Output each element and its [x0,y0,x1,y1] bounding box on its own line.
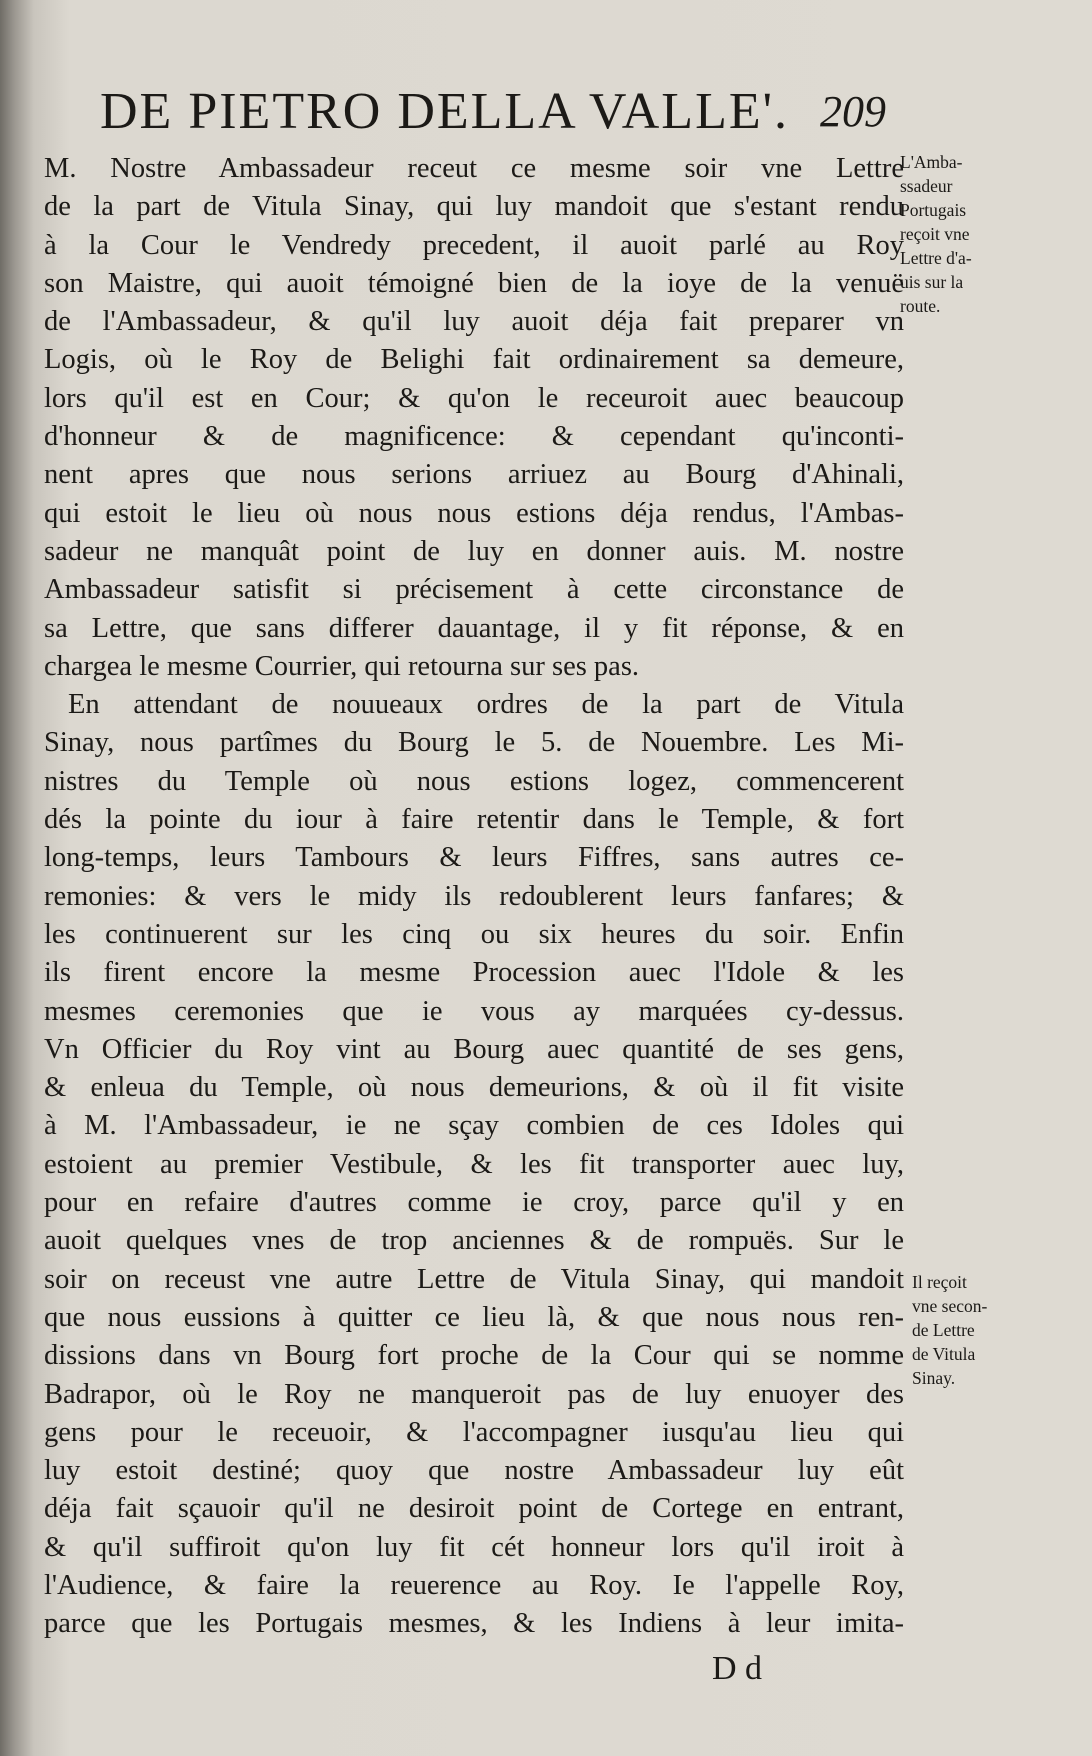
margin-note-line: Il reçoit [912,1272,967,1292]
text-line: parce que les Portugais mesmes, & les Indiens à leur imita- [44,1608,904,1640]
text-line: remonies: & vers le midy ils redoublerent leurs fanfares; & [44,880,904,912]
margin-note-line: vne secon- [912,1296,988,1316]
margin-note-line: de Lettre [912,1320,975,1340]
text-line: Badrapor, où le Roy ne manqueroit pas de luy enuoyer des [44,1378,904,1410]
text-line: nistres du Temple où nous estions logez, commencerent [44,765,904,797]
text-line: long-temps, leurs Tambours & leurs Fiffres, sans autres ce- [44,842,904,874]
text-line: l'Audience, & faire la reuerence au Roy. Ie l'appelle Roy, [44,1569,904,1601]
running-head [100,82,900,152]
page-number: 209 [820,87,886,136]
text-line: auoit quelques vnes de trop anciennes & de rompuës. Sur le [44,1225,904,1257]
margin-note-line: ssadeur [900,176,953,196]
text-line: son Maistre, qui auoit témoigné bien de la ioye de la venuë [44,267,904,299]
text-line: de la part de Vitula Sinay, qui luy mandoit que s'estant rendu [44,191,904,223]
paragraph [44,150,904,686]
text-line: les continuerent sur les cinq ou six heures du soir. Enfin [44,918,904,950]
text-line: dés la pointe du iour à faire retentir dans le Temple, & fort [44,804,904,836]
body-text [44,150,904,1644]
text-line: à la Cour le Vendredy precedent, il auoit parlé au Roy [44,229,904,261]
margin-note-line: uis sur la [900,272,964,292]
text-line: & enleua du Temple, où nous demeurions, & où il fit visite [44,1072,904,1104]
text-line: soir on receust vne autre Lettre de Vitula Sinay, qui mandoit [44,1263,904,1295]
text-line: sadeur ne manquât point de luy en donner auis. M. nostre [44,535,904,567]
margin-note [900,150,1030,318]
margin-note [912,1270,1042,1390]
text-line: pour en refaire d'autres comme ie croy, parce qu'il y en [44,1187,904,1219]
margin-note-line: Portugais [900,200,967,220]
paragraph [44,686,904,1643]
text-line: & qu'il suffiroit qu'on luy fit cét honneur lors qu'il iroit à [44,1531,904,1563]
running-head-title: DE PIETRO DELLA VALLE'. [100,83,789,140]
margin-note-line: L'Amba- [900,152,963,172]
text-line: chargea le mesme Courrier, qui retourna sur ses pas. [44,650,640,682]
text-line: déja fait sçauoir qu'il ne desiroit point de Cortege en entrant, [44,1493,904,1525]
text-line: dissions dans vn Bourg fort proche de la Cour qui se nomme [44,1340,904,1372]
text-line: lors qu'il est en Cour; & qu'on le receuroit auec beaucoup [44,382,904,414]
text-line: M. Nostre Ambassadeur receut ce mesme soir vne Lettre [44,153,904,184]
text-line: En attendant de nouueaux ordres de la part de Vitula [68,689,904,721]
text-line: ils firent encore la mesme Procession auec l'Idole & les [44,957,904,989]
text-line: Sinay, nous partîmes du Bourg le 5. de Nouembre. Les Mi- [44,727,904,759]
text-line: Ambassadeur satisfit si précisement à cette circonstance de [44,574,904,606]
text-line: d'honneur & de magnificence: & cependant qu'inconti- [44,421,904,453]
text-line: de l'Ambassadeur, & qu'il luy auoit déja fait preparer vn [44,306,904,338]
text-line: mesmes ceremonies que ie vous ay marquées cy-dessus. [44,995,904,1027]
text-line: estoient au premier Vestibule, & les fit transporter auec luy, [44,1148,904,1180]
margin-note-line: de Vitula [912,1344,976,1364]
text-line: à M. l'Ambassadeur, ie ne sçay combien de ces Idoles qui [44,1110,904,1142]
text-line: sa Lettre, que sans differer dauantage, il y fit réponse, & en [44,612,904,644]
margin-note-line: Sinay. [912,1368,956,1388]
text-line: gens pour le receuoir, & l'accompagner iusqu'au lieu qui [44,1416,904,1448]
text-line: Logis, où le Roy de Belighi fait ordinairement sa demeure, [44,344,904,376]
text-line: que nous eussions à quitter ce lieu là, & que nous nous ren- [44,1301,904,1333]
margin-note-line: reçoit vne [900,224,970,244]
text-line: luy estoit destiné; quoy que nostre Ambassadeur luy eût [44,1455,904,1487]
text-line: Vn Officier du Roy vint au Bourg auec quantité de ses gens, [44,1033,904,1065]
signature-mark: D d [712,1650,763,1687]
margin-note-line: route. [900,296,941,316]
margin-note-line: Lettre d'a- [900,248,972,268]
text-line: qui estoit le lieu où nous nous estions déja rendus, l'Ambas- [44,497,904,529]
text-line: nent apres que nous serions arriuez au Bourg d'Ahinali, [44,459,904,491]
